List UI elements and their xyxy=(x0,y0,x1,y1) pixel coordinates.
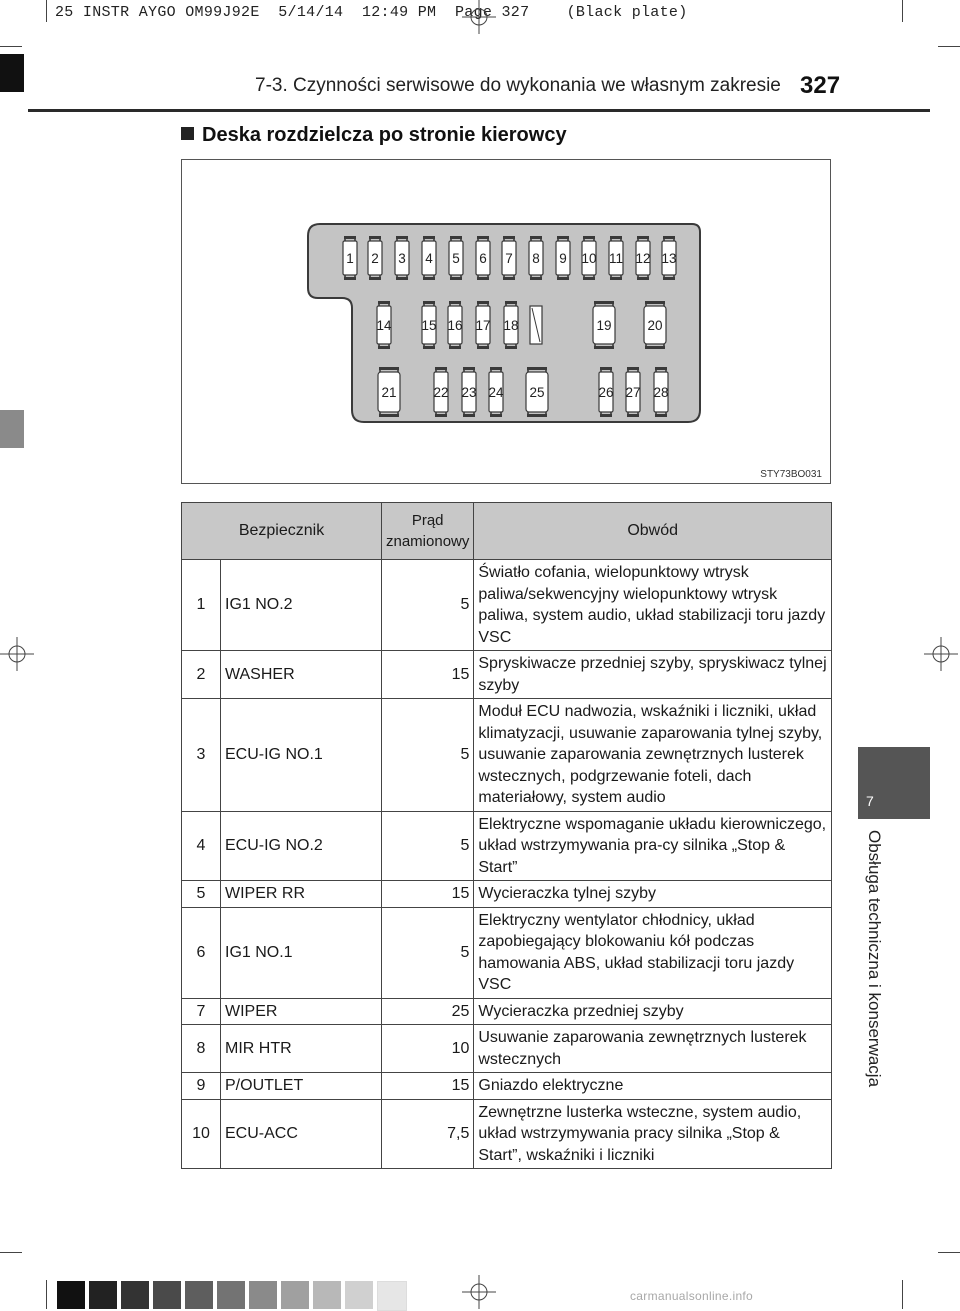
chapter-tab xyxy=(858,747,930,819)
crop-mark xyxy=(0,1252,22,1253)
calibration-swatch xyxy=(121,1281,149,1309)
calibration-swatch xyxy=(313,1281,341,1309)
fuse-name-cell: WIPER xyxy=(221,998,382,1025)
fuse-24 xyxy=(488,367,504,417)
fuse-label: 26 xyxy=(598,385,614,400)
fuse-13 xyxy=(661,236,676,280)
fuse-label: 12 xyxy=(635,251,651,266)
registration-mark-icon xyxy=(0,637,34,671)
fuse-box-diagram xyxy=(182,160,832,485)
header-circuit: Obwód xyxy=(474,503,832,560)
fuse-1 xyxy=(343,236,357,280)
fuse-label: 2 xyxy=(371,251,379,266)
crop-mark xyxy=(0,46,22,47)
fuse-label: 22 xyxy=(433,385,449,400)
fuse-circuit-cell: Światło cofania, wielopunktowy wtrysk paliwa/sekwencyjny wielopunktowy wtrysk paliwa, system audio, układ stabilizacji toru jazdy VSC xyxy=(474,560,832,651)
table-row xyxy=(182,1073,832,1100)
fuse-label: 23 xyxy=(461,385,477,400)
fuse-18 xyxy=(503,301,518,349)
fuse-table xyxy=(181,502,832,1169)
table-row xyxy=(182,651,832,699)
fuse-21 xyxy=(378,367,400,417)
fuse-circuit-cell: Elektryczne wspomaganie układu kierowniczego, układ wstrzymywania pra-cy silnika „Stop & Start” xyxy=(474,811,832,881)
fuse-name-cell: ECU-IG NO.2 xyxy=(221,811,382,881)
table-row xyxy=(182,560,832,651)
calibration-swatch xyxy=(89,1281,117,1309)
crop-mark xyxy=(902,0,903,22)
fuse-6 xyxy=(476,236,490,280)
fuse-11 xyxy=(609,236,623,280)
fuse-circuit-cell: Spryskiwacze przedniej szyby, spryskiwacz tylnej szyby xyxy=(474,651,832,699)
section-heading xyxy=(181,124,567,147)
fuse-8 xyxy=(529,236,543,280)
fuse-rating-cell: 15 xyxy=(382,881,474,908)
table-row xyxy=(182,907,832,998)
fuse-7 xyxy=(502,236,516,280)
fuse-label: 17 xyxy=(475,318,491,333)
figure-code: STY73BO031 xyxy=(760,469,822,480)
fuse-23 xyxy=(461,367,476,417)
header-rating-line2: znamionowy xyxy=(386,533,470,550)
crop-mark xyxy=(938,46,960,47)
fuse-circuit-cell: Usuwanie zaparowania zewnętrznych lusterek wstecznych xyxy=(474,1025,832,1073)
fuse-10 xyxy=(581,236,596,280)
fuse-label: 18 xyxy=(503,318,519,333)
fuse-rating-cell: 25 xyxy=(382,998,474,1025)
calibration-swatch xyxy=(217,1281,245,1309)
crop-mark xyxy=(938,1252,960,1253)
header-divider xyxy=(28,109,930,112)
table-row xyxy=(182,1099,832,1169)
calibration-swatch xyxy=(281,1281,309,1309)
fuse-9 xyxy=(556,236,570,280)
fuse-label: 15 xyxy=(421,318,437,333)
registration-mark-icon xyxy=(462,0,496,34)
fuse-rating-cell: 5 xyxy=(382,699,474,812)
fuse-3 xyxy=(395,236,409,280)
fuse-num-cell: 1 xyxy=(182,560,221,651)
fuse-circuit-cell: Gniazdo elektryczne xyxy=(474,1073,832,1100)
running-header-section: 7-3. Czynności serwisowe do wykonania we własnym zakresie xyxy=(255,75,781,96)
fuse-label: 9 xyxy=(559,251,567,266)
fuse-label: 20 xyxy=(647,318,663,333)
fuse-name-cell: MIR HTR xyxy=(221,1025,382,1073)
fuse-label: 5 xyxy=(452,251,460,266)
fuse-19 xyxy=(593,301,615,349)
fuse-circuit-cell: Zewnętrzne lusterka wsteczne, system audio, układ wstrzymywania pracy silnika „Stop & Start”, wskaźniki i liczniki xyxy=(474,1099,832,1169)
fuse-5 xyxy=(449,236,463,280)
registration-mark-icon xyxy=(462,1275,496,1309)
fuse-rating-cell: 15 xyxy=(382,651,474,699)
square-bullet-icon xyxy=(181,127,194,140)
calibration-swatch xyxy=(377,1281,407,1311)
fuse-28 xyxy=(653,367,668,417)
fuse-rating-cell: 15 xyxy=(382,1073,474,1100)
fuse-25 xyxy=(526,367,548,417)
edge-marker-gray xyxy=(0,410,24,448)
fuse-2 xyxy=(368,236,382,280)
fuse-label: 24 xyxy=(488,385,504,400)
chapter-title: Obsługa techniczna i konserwacja xyxy=(865,830,884,1088)
fuse-22 xyxy=(433,367,448,417)
fuse-box-figure xyxy=(181,159,831,484)
fuse-num-cell: 2 xyxy=(182,651,221,699)
fuse-num-cell: 10 xyxy=(182,1099,221,1169)
calibration-swatch xyxy=(185,1281,213,1309)
chapter-title-vertical xyxy=(865,830,904,1130)
chapter-number: 7 xyxy=(866,793,874,809)
fuse-label: 1 xyxy=(346,251,354,266)
table-row xyxy=(182,881,832,908)
header-fuse: Bezpiecznik xyxy=(182,503,382,560)
crop-mark xyxy=(46,0,47,22)
fuse-rating-cell: 5 xyxy=(382,560,474,651)
fuse-num-cell: 9 xyxy=(182,1073,221,1100)
watermark: carmanualsonline.info xyxy=(630,1289,754,1303)
fuse-circuit-cell: Wycieraczka przedniej szyby xyxy=(474,998,832,1025)
table-row xyxy=(182,699,832,812)
registration-mark-icon xyxy=(924,637,958,671)
fuse-label: 16 xyxy=(447,318,463,333)
fuse-17 xyxy=(475,301,490,349)
fuse-20 xyxy=(644,301,666,349)
fuse-15 xyxy=(421,301,436,349)
fuse-label: 13 xyxy=(661,251,677,266)
fuse-label: 3 xyxy=(398,251,406,266)
header-rating xyxy=(382,503,474,560)
fuse-26 xyxy=(598,367,613,417)
fuse-circuit-cell: Wycieraczka tylnej szyby xyxy=(474,881,832,908)
fuse-14 xyxy=(376,301,392,349)
print-slug: 25 INSTR AYGO OM99J92E 5/14/14 12:49 PM Page 327 (Black plate) xyxy=(55,4,688,21)
page-number: 327 xyxy=(800,72,841,99)
crop-mark xyxy=(902,1280,903,1309)
fuse-16 xyxy=(447,301,462,349)
fuse-circuit-cell: Elektryczny wentylator chłodnicy, układ zapobiegający blokowaniu kół podczas hamowania ABS, układ stabilizacji toru jazdy VSC xyxy=(474,907,832,998)
fuse-rating-cell: 10 xyxy=(382,1025,474,1073)
fuse-label: 28 xyxy=(653,385,669,400)
fuse-label: 19 xyxy=(596,318,612,333)
fuse-name-cell: IG1 NO.1 xyxy=(221,907,382,998)
fuse-name-cell: IG1 NO.2 xyxy=(221,560,382,651)
fuse-label: 4 xyxy=(425,251,433,266)
fuse-name-cell: WASHER xyxy=(221,651,382,699)
fuse-name-cell: ECU-ACC xyxy=(221,1099,382,1169)
calibration-swatch xyxy=(153,1281,181,1309)
fuse-rating-cell: 5 xyxy=(382,811,474,881)
calibration-swatch xyxy=(57,1281,85,1309)
table-row xyxy=(182,811,832,881)
fuse-label: 21 xyxy=(381,385,397,400)
table-row xyxy=(182,1025,832,1073)
fuse-4 xyxy=(422,236,436,280)
fuse-rating-cell: 5 xyxy=(382,907,474,998)
fuse-label: 10 xyxy=(581,251,597,266)
fuse-label: 14 xyxy=(376,318,392,333)
table-header-row xyxy=(182,503,832,560)
edge-marker-black xyxy=(0,54,24,92)
fuse-12 xyxy=(635,236,650,280)
fuse-label: 25 xyxy=(529,385,545,400)
fuse-label: 7 xyxy=(505,251,513,266)
empty-fuse-slot xyxy=(530,306,542,344)
fuse-num-cell: 4 xyxy=(182,811,221,881)
fuse-name-cell: P/OUTLET xyxy=(221,1073,382,1100)
header-rating-line1: Prąd xyxy=(411,511,444,529)
fuse-27 xyxy=(625,367,640,417)
table-row xyxy=(182,998,832,1025)
fuse-circuit-cell: Moduł ECU nadwozia, wskaźniki i liczniki, układ klimatyzacji, usuwanie zaparowania tylnej szyby, usuwanie zaparowania zewnętrznych lusterek wstecznych, podgrzewanie foteli, dach materiałowy, system audio xyxy=(474,699,832,812)
fuse-num-cell: 5 xyxy=(182,881,221,908)
fuse-num-cell: 8 xyxy=(182,1025,221,1073)
calibration-swatch xyxy=(249,1281,277,1309)
fuse-name-cell: ECU-IG NO.1 xyxy=(221,699,382,812)
fuse-num-cell: 6 xyxy=(182,907,221,998)
crop-mark xyxy=(46,1280,47,1309)
section-heading-text: Deska rozdzielcza po stronie kierowcy xyxy=(202,124,567,146)
calibration-swatch xyxy=(345,1281,373,1309)
fuse-num-cell: 3 xyxy=(182,699,221,812)
fuse-num-cell: 7 xyxy=(182,998,221,1025)
fuse-label: 6 xyxy=(479,251,487,266)
fuse-rating-cell: 7,5 xyxy=(382,1099,474,1169)
fuse-label: 27 xyxy=(625,385,641,400)
fuse-name-cell: WIPER RR xyxy=(221,881,382,908)
fuse-label: 8 xyxy=(532,251,540,266)
fuse-label: 11 xyxy=(608,251,624,266)
